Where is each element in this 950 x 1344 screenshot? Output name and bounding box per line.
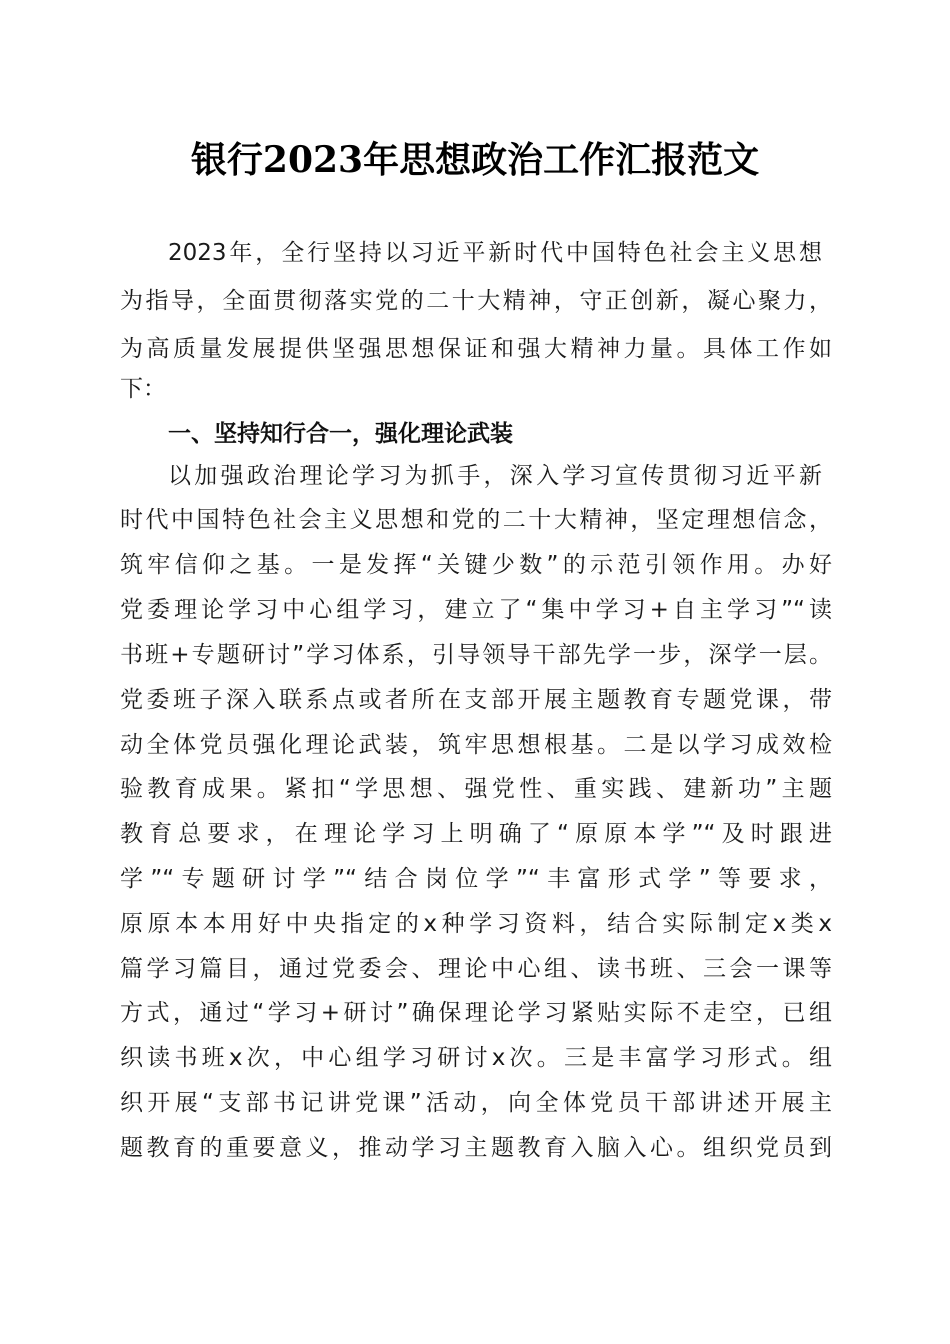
- body-line: 织读书班x次，中心组学习研讨x次。三是丰富学习形式。组: [120, 1045, 832, 1071]
- body-line: 时代中国特色社会主义思想和党的二十大精神，坚定理想信念，: [120, 507, 832, 533]
- body-line: 筑牢信仰之基。一是发挥“关键少数”的示范引领作用。办好: [120, 552, 832, 578]
- intro-line: 下：: [120, 376, 166, 402]
- body-line: 织开展“支部书记讲党课”活动，向全体党员干部讲述开展主: [120, 1090, 832, 1116]
- body-line: 书班+专题研讨”学习体系，引导领导干部先学一步，深学一层。: [120, 642, 832, 668]
- body-line: 党委班子深入联系点或者所在支部开展主题教育专题党课，带: [120, 687, 832, 713]
- intro-line: 2023年，全行坚持以习近平新时代中国特色社会主义思想: [168, 240, 822, 266]
- body-line: 动全体党员强化理论武装，筑牢思想根基。二是以学习成效检: [120, 732, 832, 758]
- section-heading: 一、坚持知行合一，强化理论武装: [168, 421, 513, 447]
- body-line: 方式，通过“学习+研讨”确保理论学习紧贴实际不走空，已组: [120, 1000, 832, 1026]
- body-line: 题教育的重要意义，推动学习主题教育入脑入心。组织党员到: [120, 1135, 832, 1161]
- body-line: 学”“专题研讨学”“结合岗位学”“丰富形式学”等要求，: [120, 866, 832, 892]
- body-line: 验教育成果。紧扣“学思想、强党性、重实践、建新功”主题: [120, 776, 832, 802]
- body-line: 教育总要求，在理论学习上明确了“原原本学”“及时跟进: [120, 821, 832, 847]
- intro-line: 为高质量发展提供坚强思想保证和强大精神力量。具体工作如: [120, 336, 832, 362]
- intro-line: 为指导，全面贯彻落实党的二十大精神，守正创新，凝心聚力，: [120, 288, 832, 314]
- document-title: 银行2023年思想政治工作汇报范文: [190, 139, 760, 181]
- body-line: 篇学习篇目，通过党委会、理论中心组、读书班、三会一课等: [120, 956, 832, 982]
- body-line: 党委理论学习中心组学习，建立了“集中学习+自主学习”“读: [120, 597, 832, 623]
- body-line: 以加强政治理论学习为抓手，深入学习宣传贯彻习近平新: [168, 463, 822, 489]
- body-line: 原原本本用好中央指定的x种学习资料，结合实际制定x类x: [120, 911, 832, 937]
